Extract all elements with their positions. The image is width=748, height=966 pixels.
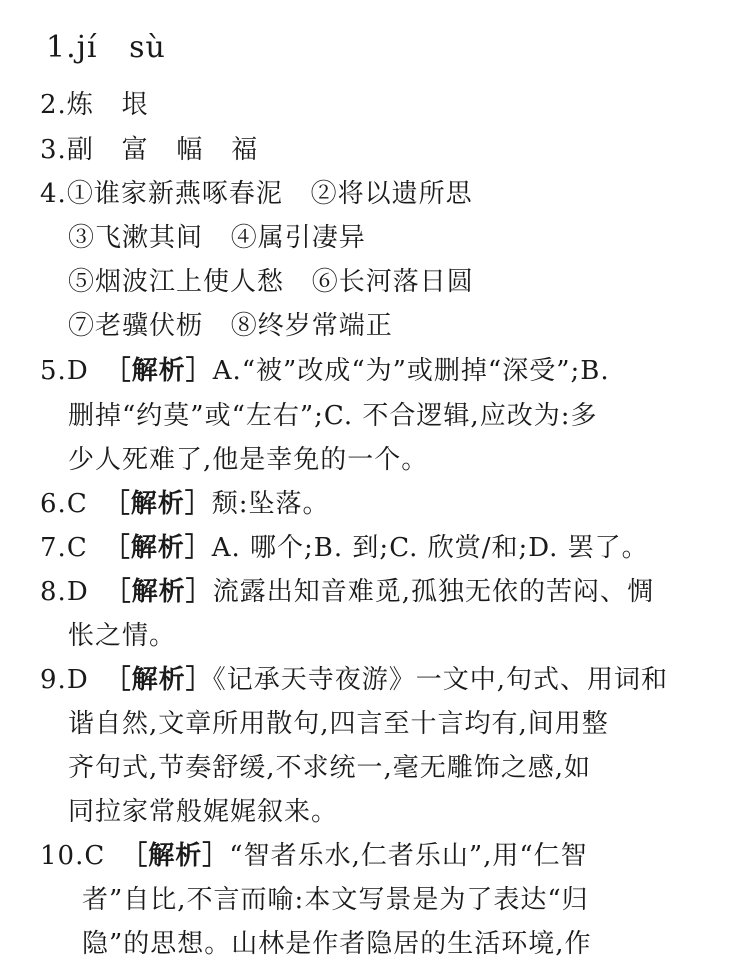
item-answer: C: [84, 841, 106, 871]
item-number: 5.: [40, 356, 67, 386]
item-line: 《记承天寺夜游》一文中,句式、用词和: [212, 665, 668, 695]
item-number: 1.: [46, 30, 77, 65]
item-line: 少人死难了,他是幸免的一个。: [68, 445, 429, 475]
item-number: 9.: [40, 665, 67, 695]
item-9-line: [68, 752, 591, 784]
item-5: [40, 355, 610, 387]
item-3: [40, 134, 258, 166]
item-number: 10.: [40, 841, 85, 871]
item-9-line: [68, 708, 609, 740]
analysis-tag: ［解析］: [104, 356, 213, 386]
item-line: 谐自然,文章所用散句,四言至十言均有,间用整: [68, 709, 609, 739]
item-5-line: [68, 400, 597, 432]
item-answer: D: [66, 665, 89, 695]
item-number: 4.: [40, 179, 67, 209]
analysis-tag: ［解析］: [104, 577, 213, 607]
item-8-line: [68, 620, 176, 652]
item-6: [40, 488, 330, 520]
item-line: 隐”的思想。山林是作者隐居的生活环境,作: [82, 929, 592, 959]
item-line: 删掉“约莫”或“左右”;C. 不合逻辑,应改为:多: [68, 401, 598, 431]
item-line: ⑤烟波江上使人愁 ⑥长河落日圆: [68, 267, 474, 297]
item-line: “智者乐水,仁者乐山”,用“仁智: [229, 841, 588, 871]
item-line: 者”自比,不言而喻:本文写景是为了表达“归: [82, 885, 589, 915]
item-number: 8.: [40, 577, 67, 607]
item-1: [46, 32, 166, 64]
item-4: [40, 178, 473, 210]
item-answer: C: [66, 533, 88, 563]
item-number: 7.: [40, 533, 67, 563]
item-line: 颓:坠落。: [211, 489, 330, 519]
item-5-line: [68, 444, 428, 476]
item-4-line: [68, 310, 393, 342]
item-4-line: [68, 222, 366, 254]
item-number: 2.: [40, 90, 67, 120]
item-number: 6.: [40, 489, 67, 519]
item-text: 炼 垠: [66, 90, 149, 120]
item-line: ①谁家新燕啄春泥 ②将以遗所思: [66, 179, 473, 209]
analysis-tag: ［解析］: [104, 665, 213, 695]
analysis-tag: ［解析］: [121, 841, 230, 871]
analysis-tag: ［解析］: [103, 489, 212, 519]
item-7: [40, 532, 649, 564]
item-10-line: [82, 928, 592, 960]
item-text: 副 富 幅 福: [66, 135, 259, 165]
item-9: [40, 664, 668, 696]
item-10: [40, 840, 588, 872]
item-number: 3.: [40, 135, 67, 165]
item-line: 同拉家常般娓娓叙来。: [68, 797, 339, 827]
item-4-line: [68, 266, 474, 298]
item-line: 流露出知音难觅,孤独无依的苦闷、惆: [212, 577, 654, 607]
item-2: [40, 89, 149, 121]
item-answer: D: [66, 577, 89, 607]
item-answer: C: [66, 489, 88, 519]
item-line: A. 哪个;B. 到;C. 欣赏/和;D. 罢了。: [211, 533, 649, 563]
item-line: ⑦老骥伏枥 ⑧终岁常端正: [68, 311, 393, 341]
item-answer: D: [66, 356, 89, 386]
item-text: jí sù: [76, 30, 166, 65]
analysis-tag: ［解析］: [103, 533, 212, 563]
item-line: ③飞漱其间 ④属引凄异: [68, 223, 366, 253]
item-8: [40, 576, 654, 608]
item-9-line: [68, 796, 338, 828]
item-line: 齐句式,节奏舒缓,不求统一,毫无雕饰之感,如: [68, 753, 592, 783]
item-line: 怅之情。: [68, 621, 177, 651]
item-line: A.“被”改成“为”或删掉“深受”;B.: [212, 356, 610, 386]
item-10-line: [82, 884, 589, 916]
